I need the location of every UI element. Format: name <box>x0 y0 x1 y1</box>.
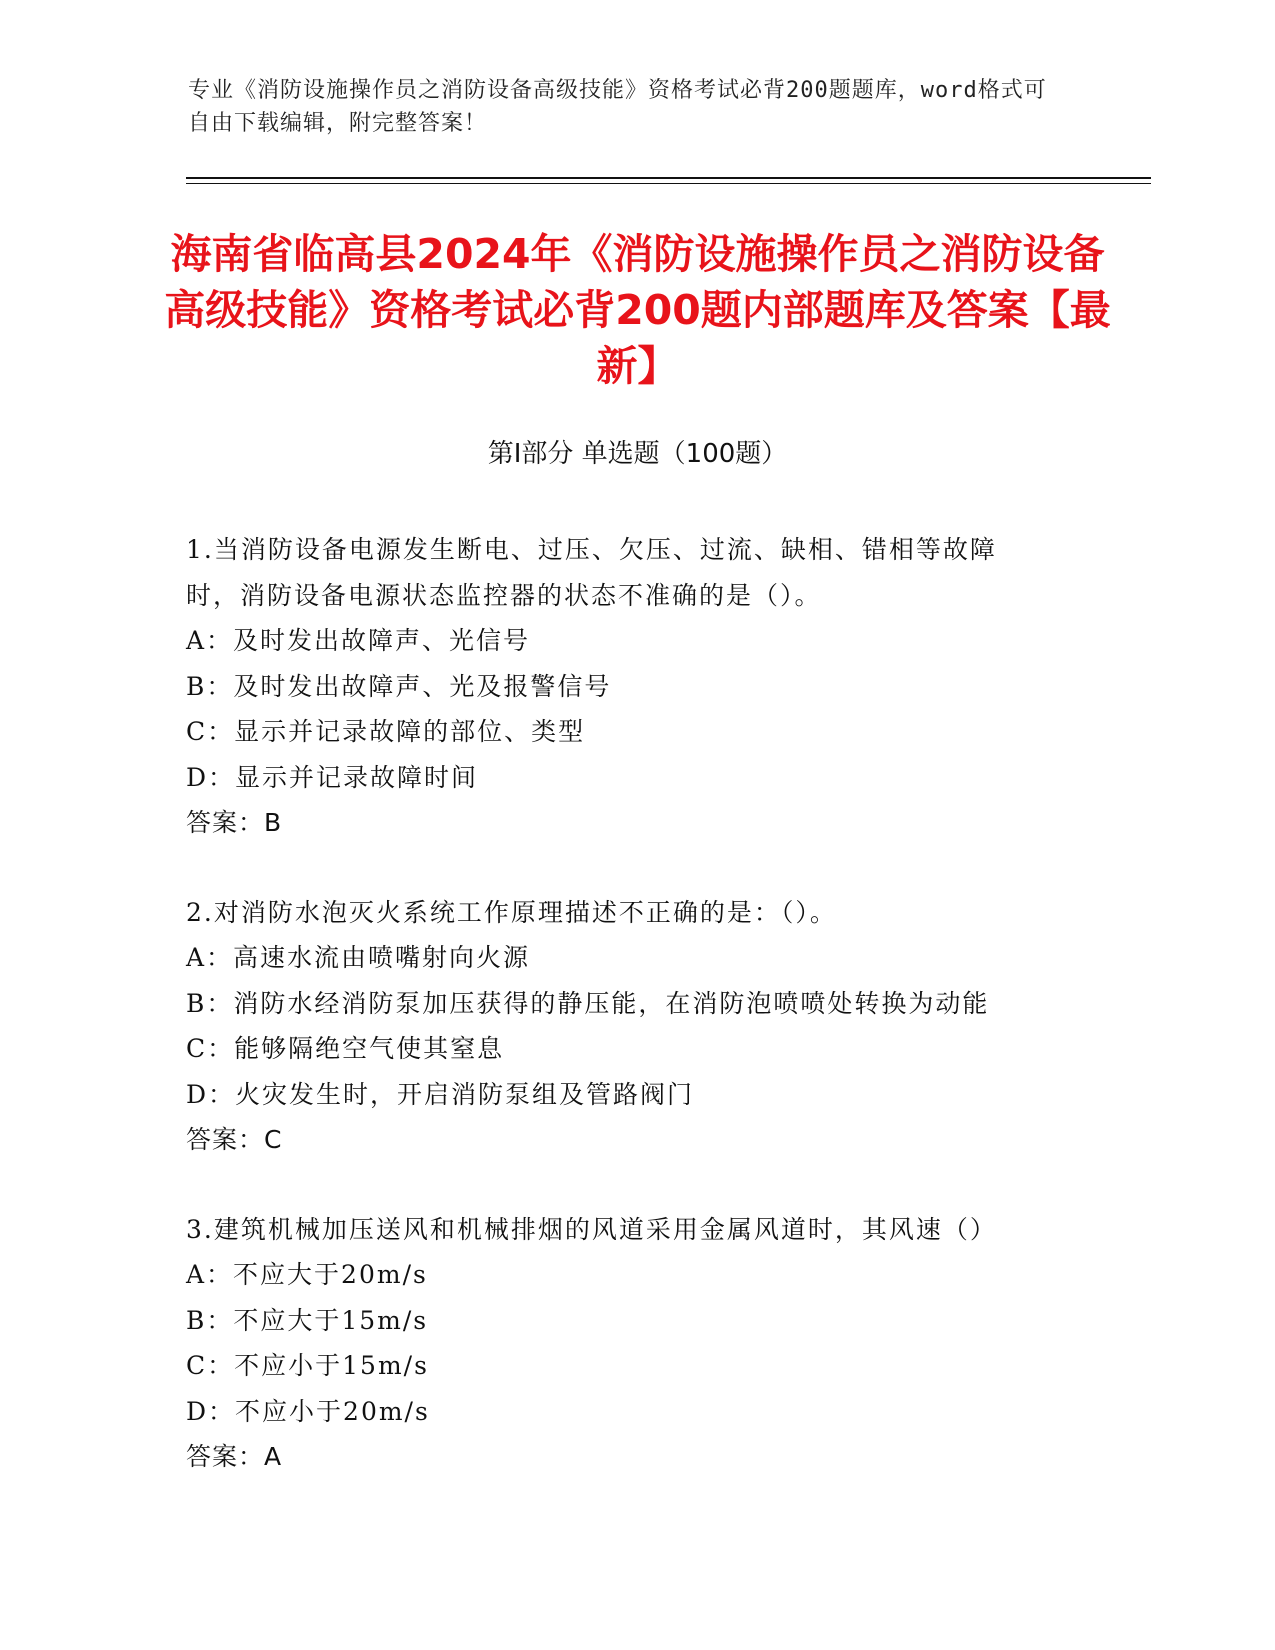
option-a: A：不应大于20m/s <box>186 1260 428 1289</box>
option-c: C：显示并记录故障的部位、类型 <box>186 717 586 746</box>
answer: 答案：A <box>186 1442 283 1471</box>
option-c: C：不应小于15m/s <box>186 1351 429 1380</box>
header-note: 专业《消防设施操作员之消防设备高级技能》资格考试必背200题题库，word格式可自由下载编辑，附完整答案！ <box>188 78 1047 136</box>
question-stem-continued: 时，消防设备电源状态监控器的状态不准确的是（）。 <box>186 580 822 610</box>
header-rule-thick <box>186 177 1151 179</box>
question-2 <box>186 890 1086 1163</box>
question-stem: 3.建筑机械加压送风和机械排烟的风道采用金属风道时，其风速（） <box>186 1214 997 1244</box>
option-b: B：不应大于15m/s <box>186 1305 429 1335</box>
option-b: B：消防水经消防泵加压获得的静压能，在消防泡喷喷处转换为动能 <box>186 988 990 1018</box>
question-list <box>186 527 1086 1524</box>
section-title: 第Ⅰ部分 单选题（100题） <box>487 439 788 469</box>
option-a: A：及时发出故障声、光信号 <box>186 626 531 655</box>
option-d: D：显示并记录故障时间 <box>186 762 479 792</box>
answer: 答案：B <box>186 808 283 837</box>
answer: 答案：C <box>186 1125 283 1154</box>
question-3 <box>186 1207 1086 1480</box>
header-rule-thin <box>186 183 1151 184</box>
option-d: D：不应小于20m/s <box>186 1396 430 1426</box>
question-1 <box>186 527 1086 846</box>
option-c: C：能够隔绝空气使其窒息 <box>186 1034 505 1063</box>
question-stem: 1.当消防设备电源发生断电、过压、欠压、过流、缺相、错相等故障 <box>186 535 997 564</box>
document-title: 海南省临高县2024年《消防设施操作员之消防设备高级技能》资格考试必背200题内部题库及答案【最新】 <box>164 230 1111 390</box>
question-stem: 2.对消防水泡灭火系统工作原理描述不正确的是：（）。 <box>186 897 837 927</box>
option-d: D：火灾发生时，开启消防泵组及管路阀门 <box>186 1079 695 1109</box>
option-a: A：高速水流由喷嘴射向火源 <box>186 943 531 972</box>
option-b: B：及时发出故障声、光及报警信号 <box>186 671 612 701</box>
